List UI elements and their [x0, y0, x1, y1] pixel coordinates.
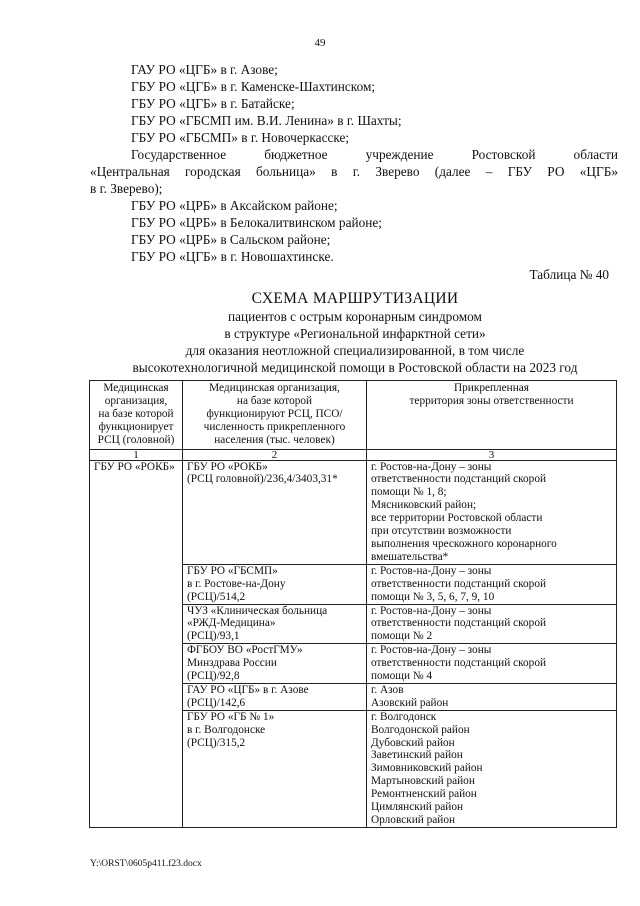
org-cell: ФГБОУ ВО «РостГМУ» Минздрава России (РСЦ)/92,8 [183, 644, 367, 684]
org-cell: ГБУ РО «ГБСМП» в г. Ростове-на-Дону (РСЦ)/514,2 [183, 564, 367, 604]
territory-cell: г. Ростов-на-Дону – зоны ответственности подстанций скорой помощи № 4 [367, 644, 617, 684]
header-cell-1: Медицинская организация, на базе которой функционирует РСЦ (головной) [90, 381, 183, 450]
org-cell: ГАУ РО «ЦГБ» в г. Азове (РСЦ)/142,6 [183, 683, 367, 710]
title-heading: СХЕМА МАРШРУТИЗАЦИИ [251, 290, 459, 307]
territory-cell: г. Азов Азовский район [367, 683, 617, 710]
title-line: в структуре «Региональной инфарктной сети» [224, 326, 486, 341]
column-number: 1 [90, 449, 183, 460]
territory-cell: г. Ростов-на-Дону – зоны ответственности подстанций скорой помощи № 3, 5, 6, 7, 9, 10 [367, 564, 617, 604]
title-line: пациентов с острым коронарным синдромом [228, 309, 482, 324]
org-cell: ГБУ РО «РОКБ» (РСЦ головной)/236,4/3403,31* [183, 460, 367, 564]
territory-cell: г. Ростов-на-Дону – зоны ответственности подстанций скорой помощи № 1, 8; Мясниковский район; все территории Ростовской области при отсутствии возможности выполнения чрескожного коронарного вмешательства* [367, 460, 617, 564]
list-item: ГБУ РО «ЦГБ» в г. Батайске; [131, 96, 295, 111]
routing-table [89, 380, 617, 828]
list-item: ГБУ РО «ЦРБ» в Сальском районе; [131, 232, 331, 247]
list-item: ГБУ РО «ЦГБ» в г. Новошахтинске. [131, 249, 334, 264]
org-cell: ЧУЗ «Клиническая больница «РЖД-Медицина» (РСЦ)/93,1 [183, 604, 367, 644]
column-number: 2 [183, 449, 367, 460]
title-line: высокотехнологичной медицинской помощи в Ростовской области на 2023 год [132, 360, 578, 375]
paragraph-line: «Центральная городская больница» в г. Зверево (далее – ГБУ РО «ЦГБ» [90, 164, 618, 179]
footer-file-path: Y:\ORST\0605p411.f23.docx [90, 859, 202, 869]
head-org-cell: ГБУ РО «РОКБ» [90, 460, 183, 827]
header-cell-2: Медицинская организация, на базе которой функционируют РСЦ, ПСО/ численность прикрепленного населения (тыс. человек) [183, 381, 367, 450]
list-item: ГБУ РО «ГБСМП им. В.И. Ленина» в г. Шахты; [131, 113, 402, 128]
list-item: ГБУ РО «ЦРБ» в Белокалитвинском районе; [131, 215, 382, 230]
list-item: ГБУ РО «ЦРБ» в Аксайском районе; [131, 198, 338, 213]
column-number-row [90, 449, 617, 460]
table-number: Таблица № 40 [529, 267, 609, 282]
table-header-row [90, 381, 617, 450]
list-item: ГБУ РО «ГБСМП» в г. Новочеркасске; [131, 130, 350, 145]
org-cell: ГБУ РО «ГБ № 1» в г. Волгодонске (РСЦ)/315,2 [183, 710, 367, 827]
header-cell-3: Прикрепленная территория зоны ответственности [367, 381, 617, 450]
list-item: ГАУ РО «ЦГБ» в г. Азове; [131, 62, 278, 77]
title-line: для оказания неотложной специализированной, в том числе [185, 343, 525, 358]
territory-cell: г. Ростов-на-Дону – зоны ответственности подстанций скорой помощи № 2 [367, 604, 617, 644]
page-number: 49 [314, 37, 326, 49]
paragraph-line: Государственное бюджетное учреждение Ростовской области [131, 147, 618, 162]
territory-cell: г. Волгодонск Волгодонской район Дубовский район Заветинский район Зимовниковский район Мартыновский район Ремонтненский район Цимлянский район Орловский район [367, 710, 617, 827]
table-row [90, 460, 617, 564]
paragraph-line: в г. Зверево); [90, 181, 163, 196]
column-number: 3 [367, 449, 617, 460]
list-item: ГБУ РО «ЦГБ» в г. Каменске-Шахтинском; [131, 79, 376, 94]
